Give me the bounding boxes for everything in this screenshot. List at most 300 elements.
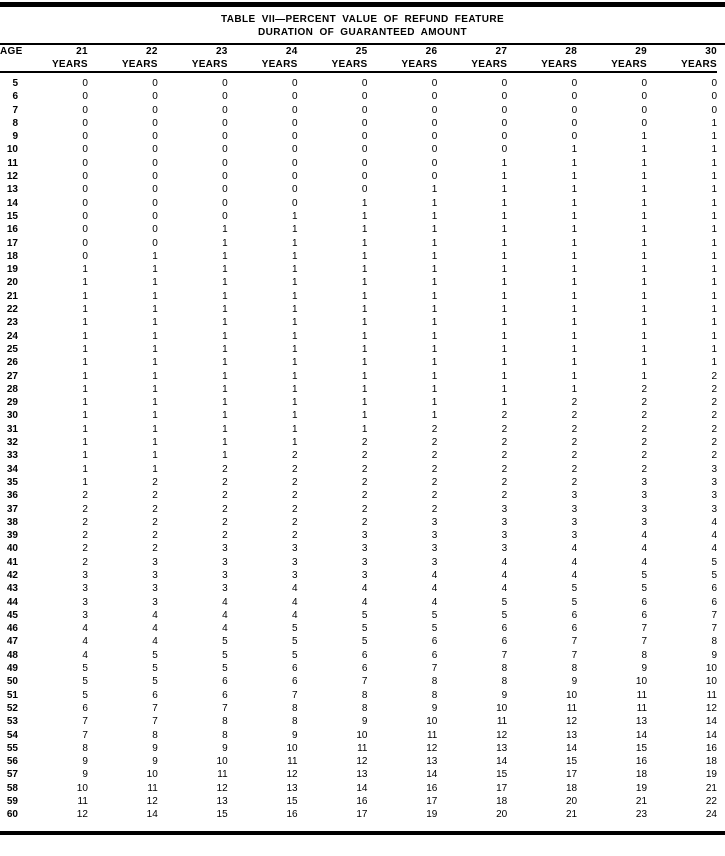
value-cell: 1 — [152, 343, 158, 355]
value-cell: 4 — [292, 596, 298, 608]
value-cell: 12 — [705, 702, 717, 714]
value-cell: 1 — [222, 357, 228, 369]
value-cell: 1 — [501, 357, 508, 369]
age-cell: 45 — [6, 609, 18, 621]
col-header-number: 25 — [355, 46, 368, 57]
value-cell: 2 — [361, 516, 368, 528]
value-cell: 1 — [571, 304, 578, 316]
value-cell: 3 — [571, 530, 578, 542]
table-row — [0, 715, 717, 728]
value-cell: 11 — [357, 742, 368, 754]
value-cell: 15 — [566, 756, 578, 768]
value-cell: 2 — [641, 397, 648, 409]
value-cell: 17 — [356, 809, 368, 821]
value-cell: 7 — [431, 663, 438, 675]
value-cell: 11 — [287, 756, 298, 768]
value-cell: 2 — [501, 450, 508, 462]
value-cell: 4 — [431, 583, 438, 595]
value-cell: 0 — [292, 171, 298, 183]
value-cell: 21 — [635, 796, 648, 808]
value-cell: 6 — [222, 676, 228, 688]
value-cell: 23 — [635, 809, 648, 821]
value-cell: 3 — [711, 463, 717, 475]
value-cell: 11 — [706, 689, 717, 701]
value-cell: 18 — [566, 782, 578, 794]
col-header-28-years — [507, 45, 577, 72]
value-cell: 9 — [501, 689, 508, 701]
table-row — [0, 569, 717, 582]
value-cell: 2 — [711, 397, 717, 409]
table-row — [0, 356, 717, 369]
table-row — [0, 649, 717, 662]
value-cell: 0 — [82, 144, 88, 156]
value-cell: 1 — [571, 144, 578, 156]
value-cell: 1 — [641, 224, 648, 236]
value-cell: 12 — [286, 769, 298, 781]
value-cell: 3 — [82, 596, 88, 608]
value-cell: 1 — [641, 210, 648, 222]
value-cell: 8 — [222, 729, 228, 741]
value-cell: 1 — [711, 264, 717, 276]
value-cell: 6 — [292, 663, 298, 675]
table-row — [0, 742, 717, 755]
age-cell: 36 — [6, 490, 18, 502]
value-cell: 14 — [635, 729, 648, 741]
value-cell: 1 — [571, 370, 578, 382]
value-cell: 0 — [82, 184, 88, 196]
value-cell: 0 — [292, 104, 298, 116]
value-cell: 4 — [431, 596, 438, 608]
value-cell: 14 — [705, 729, 717, 741]
value-cell: 1 — [501, 224, 508, 236]
table-title — [0, 13, 725, 39]
value-cell: 1 — [292, 423, 298, 435]
value-cell: 0 — [152, 117, 158, 129]
value-cell: 4 — [152, 636, 158, 648]
value-cell: 1 — [571, 224, 578, 236]
table-row — [0, 689, 717, 702]
value-cell: 4 — [222, 609, 228, 621]
value-cell: 6 — [571, 623, 578, 635]
age-cell: 54 — [6, 729, 18, 741]
value-cell: 1 — [641, 264, 648, 276]
value-cell: 3 — [431, 516, 438, 528]
value-cell: 1 — [361, 383, 368, 395]
value-cell: 0 — [292, 144, 298, 156]
value-cell: 1 — [501, 210, 508, 222]
value-cell: 2 — [711, 437, 717, 449]
value-cell: 10 — [426, 716, 438, 728]
value-cell: 8 — [292, 702, 298, 714]
value-cell: 1 — [82, 290, 88, 302]
value-cell: 5 — [292, 636, 298, 648]
value-cell: 1 — [501, 304, 508, 316]
age-cell: 47 — [6, 636, 18, 648]
value-cell: 1 — [222, 317, 228, 329]
table-row — [0, 436, 717, 449]
value-cell: 1 — [292, 383, 298, 395]
table-row — [0, 516, 717, 529]
value-cell: 6 — [222, 689, 228, 701]
value-cell: 0 — [711, 78, 717, 89]
value-cell: 1 — [711, 157, 717, 169]
value-cell: 7 — [501, 649, 508, 661]
value-cell: 1 — [571, 290, 578, 302]
age-cell: 14 — [6, 197, 18, 209]
value-cell: 2 — [501, 423, 508, 435]
value-cell: 1 — [222, 383, 228, 395]
value-cell: 6 — [82, 702, 88, 714]
value-cell: 0 — [711, 91, 717, 103]
age-cell: 30 — [6, 410, 18, 422]
value-cell: 5 — [641, 583, 648, 595]
table-row — [0, 370, 717, 383]
value-cell: 2 — [431, 476, 438, 488]
value-cell: 1 — [641, 237, 648, 249]
value-cell: 8 — [152, 729, 158, 741]
value-cell: 14 — [426, 769, 438, 781]
table-row — [0, 157, 717, 170]
value-cell: 1 — [501, 184, 508, 196]
value-cell: 1 — [431, 250, 438, 262]
age-cell: 21 — [6, 290, 18, 302]
value-cell: 0 — [641, 117, 648, 129]
value-cell: 7 — [152, 702, 158, 714]
value-cell: 1 — [152, 370, 158, 382]
value-cell: 3 — [292, 543, 298, 555]
value-cell: 9 — [361, 716, 368, 728]
value-cell: 2 — [292, 516, 298, 528]
value-cell: 1 — [571, 383, 578, 395]
value-cell: 0 — [571, 131, 578, 143]
value-cell: 0 — [641, 91, 648, 103]
value-cell: 2 — [152, 490, 158, 502]
value-cell: 0 — [82, 210, 88, 222]
value-cell: 2 — [152, 530, 158, 542]
value-cell: 5 — [431, 623, 438, 635]
value-cell: 1 — [641, 171, 648, 183]
value-cell: 1 — [711, 250, 717, 262]
value-cell: 18 — [635, 769, 648, 781]
value-cell: 3 — [641, 490, 648, 502]
table-row — [0, 782, 717, 795]
age-cell: 25 — [6, 343, 18, 355]
value-cell: 0 — [361, 117, 368, 129]
table-row — [0, 330, 717, 343]
value-cell: 2 — [711, 410, 717, 422]
value-cell: 11 — [426, 729, 438, 741]
col-header-years-label: YEARS — [401, 59, 438, 70]
age-cell: 24 — [6, 330, 18, 342]
table-row — [0, 609, 717, 622]
value-cell: 1 — [571, 237, 578, 249]
col-header-number: 23 — [215, 46, 228, 57]
value-cell: 1 — [571, 184, 578, 196]
value-cell: 1 — [292, 237, 298, 249]
value-cell: 1 — [431, 410, 438, 422]
value-cell: 8 — [501, 676, 508, 688]
value-cell: 1 — [641, 144, 648, 156]
value-cell: 3 — [361, 543, 368, 555]
value-cell: 1 — [641, 330, 648, 342]
value-cell: 3 — [292, 569, 298, 581]
value-cell: 1 — [641, 343, 648, 355]
value-cell: 1 — [641, 357, 648, 369]
value-cell: 1 — [292, 397, 298, 409]
value-cell: 1 — [82, 437, 88, 449]
value-cell: 1 — [501, 370, 508, 382]
value-cell: 1 — [571, 330, 578, 342]
value-cell: 1 — [641, 370, 648, 382]
value-cell: 1 — [152, 330, 158, 342]
table-row — [0, 90, 717, 103]
value-cell: 3 — [571, 503, 578, 515]
value-cell: 4 — [571, 569, 578, 581]
age-cell: 38 — [6, 516, 18, 528]
table-row — [0, 72, 717, 90]
value-cell: 1 — [292, 357, 298, 369]
value-cell: 4 — [571, 556, 578, 568]
value-cell: 1 — [82, 304, 88, 316]
table-row — [0, 316, 717, 329]
value-cell: 1 — [152, 450, 158, 462]
value-cell: 0 — [82, 237, 88, 249]
value-cell: 1 — [711, 131, 717, 143]
value-cell: 1 — [361, 264, 368, 276]
value-cell: 4 — [571, 543, 578, 555]
value-cell: 1 — [222, 423, 228, 435]
value-cell: 5 — [431, 609, 438, 621]
table-row — [0, 423, 717, 436]
value-cell: 2 — [361, 490, 368, 502]
value-cell: 7 — [711, 609, 717, 621]
value-cell: 1 — [431, 290, 438, 302]
table-row — [0, 396, 717, 409]
age-cell: 17 — [6, 237, 18, 249]
value-cell: 1 — [82, 476, 88, 488]
value-cell: 0 — [222, 197, 228, 209]
value-cell: 1 — [711, 117, 717, 129]
value-cell: 0 — [292, 117, 298, 129]
value-cell: 6 — [501, 623, 508, 635]
value-cell: 0 — [431, 104, 438, 116]
value-cell: 10 — [635, 676, 648, 688]
value-cell: 7 — [711, 623, 717, 635]
value-cell: 0 — [222, 184, 228, 196]
value-cell: 0 — [222, 91, 228, 103]
refund-value-table — [0, 45, 717, 822]
value-cell: 2 — [82, 543, 88, 555]
value-cell: 10 — [216, 756, 228, 768]
value-cell: 1 — [501, 343, 508, 355]
table-row — [0, 556, 717, 569]
value-cell: 1 — [431, 330, 438, 342]
value-cell: 16 — [635, 756, 648, 768]
value-cell: 2 — [222, 530, 228, 542]
value-cell: 0 — [361, 91, 368, 103]
value-cell: 2 — [361, 476, 368, 488]
value-cell: 1 — [152, 250, 158, 262]
value-cell: 1 — [292, 343, 298, 355]
value-cell: 2 — [641, 423, 648, 435]
value-cell: 5 — [361, 636, 368, 648]
value-cell: 0 — [501, 117, 508, 129]
value-cell: 5 — [501, 596, 508, 608]
value-cell: 1 — [152, 357, 158, 369]
value-cell: 1 — [82, 370, 88, 382]
value-cell: 2 — [292, 463, 298, 475]
value-cell: 1 — [571, 317, 578, 329]
table-row — [0, 596, 717, 609]
value-cell: 2 — [222, 490, 228, 502]
value-cell: 1 — [501, 290, 508, 302]
value-cell: 4 — [641, 556, 648, 568]
value-cell: 0 — [222, 210, 228, 222]
value-cell: 1 — [641, 290, 648, 302]
value-cell: 12 — [216, 782, 228, 794]
document-page — [0, 2, 725, 856]
value-cell: 7 — [571, 649, 578, 661]
value-cell: 1 — [711, 330, 717, 342]
value-cell: 0 — [152, 78, 158, 89]
value-cell: 24 — [705, 809, 717, 821]
value-cell: 3 — [222, 583, 228, 595]
age-cell: 5 — [12, 78, 18, 89]
value-cell: 1 — [292, 437, 298, 449]
value-cell: 5 — [222, 636, 228, 648]
age-cell: 33 — [6, 450, 18, 462]
value-cell: 0 — [82, 157, 88, 169]
age-cell: 6 — [12, 91, 18, 103]
age-cell: 57 — [6, 769, 18, 781]
value-cell: 1 — [222, 397, 228, 409]
value-cell: 1 — [82, 277, 88, 289]
value-cell: 13 — [356, 769, 368, 781]
age-cell: 12 — [6, 171, 18, 183]
value-cell: 13 — [496, 742, 508, 754]
value-cell: 4 — [711, 530, 717, 542]
value-cell: 1 — [431, 343, 438, 355]
value-cell: 6 — [641, 609, 648, 621]
age-cell: 26 — [6, 357, 18, 369]
value-cell: 2 — [711, 423, 717, 435]
value-cell: 7 — [571, 636, 578, 648]
value-cell: 1 — [711, 290, 717, 302]
value-cell: 0 — [571, 104, 578, 116]
value-cell: 1 — [431, 277, 438, 289]
value-cell: 1 — [641, 304, 648, 316]
age-cell: 44 — [6, 596, 18, 608]
value-cell: 18 — [496, 796, 508, 808]
value-cell: 9 — [641, 663, 648, 675]
value-cell: 1 — [431, 264, 438, 276]
value-cell: 1 — [641, 157, 648, 169]
value-cell: 20 — [496, 809, 508, 821]
table-row — [0, 662, 717, 675]
value-cell: 14 — [496, 756, 508, 768]
col-header-number: 26 — [425, 46, 438, 57]
value-cell: 1 — [222, 437, 228, 449]
value-cell: 5 — [361, 623, 368, 635]
value-cell: 16 — [286, 809, 298, 821]
value-cell: 6 — [152, 689, 158, 701]
value-cell: 0 — [292, 131, 298, 143]
value-cell: 1 — [431, 304, 438, 316]
value-cell: 1 — [292, 210, 298, 222]
value-cell: 12 — [426, 742, 438, 754]
table-row — [0, 529, 717, 542]
value-cell: 1 — [571, 264, 578, 276]
value-cell: 0 — [361, 157, 368, 169]
value-cell: 4 — [222, 596, 228, 608]
value-cell: 16 — [426, 782, 438, 794]
value-cell: 3 — [222, 569, 228, 581]
col-header-24-years — [228, 45, 298, 72]
value-cell: 19 — [426, 809, 438, 821]
value-cell: 0 — [82, 91, 88, 103]
col-header-age: AGE — [0, 45, 18, 72]
value-cell: 3 — [82, 609, 88, 621]
table-row — [0, 250, 717, 263]
age-cell: 32 — [6, 437, 18, 449]
table-row — [0, 117, 717, 130]
col-header-number: 22 — [146, 46, 158, 57]
age-cell: 22 — [6, 304, 18, 316]
value-cell: 4 — [501, 556, 508, 568]
value-cell: 2 — [222, 503, 228, 515]
value-cell: 0 — [431, 78, 438, 89]
value-cell: 13 — [286, 782, 298, 794]
value-cell: 7 — [222, 702, 228, 714]
value-cell: 1 — [152, 264, 158, 276]
value-cell: 2 — [292, 503, 298, 515]
value-cell: 1 — [292, 330, 298, 342]
value-cell: 1 — [222, 290, 228, 302]
table-row — [0, 729, 717, 742]
value-cell: 1 — [82, 357, 88, 369]
value-cell: 1 — [501, 250, 508, 262]
value-cell: 1 — [641, 131, 648, 143]
age-cell: 29 — [6, 397, 18, 409]
col-header-number: 27 — [495, 46, 508, 57]
value-cell: 10 — [146, 769, 158, 781]
value-cell: 5 — [361, 609, 368, 621]
value-cell: 3 — [431, 543, 438, 555]
value-cell: 11 — [636, 702, 648, 714]
value-cell: 1 — [571, 250, 578, 262]
value-cell: 1 — [711, 343, 717, 355]
value-cell: 0 — [222, 171, 228, 183]
value-cell: 0 — [82, 171, 88, 183]
value-cell: 9 — [82, 756, 88, 768]
age-cell: 7 — [12, 104, 18, 116]
value-cell: 12 — [566, 716, 578, 728]
value-cell: 1 — [571, 171, 578, 183]
col-header-years-label: YEARS — [611, 59, 648, 70]
value-cell: 1 — [431, 197, 438, 209]
value-cell: 1 — [571, 343, 578, 355]
col-header-30-years — [647, 45, 717, 72]
col-header-years-label: YEARS — [51, 59, 88, 70]
value-cell: 2 — [361, 437, 368, 449]
value-cell: 2 — [641, 437, 648, 449]
value-cell: 0 — [82, 224, 88, 236]
value-cell: 4 — [82, 636, 88, 648]
value-cell: 0 — [292, 157, 298, 169]
value-cell: 5 — [82, 663, 88, 675]
value-cell: 1 — [152, 423, 158, 435]
value-cell: 1 — [501, 171, 508, 183]
